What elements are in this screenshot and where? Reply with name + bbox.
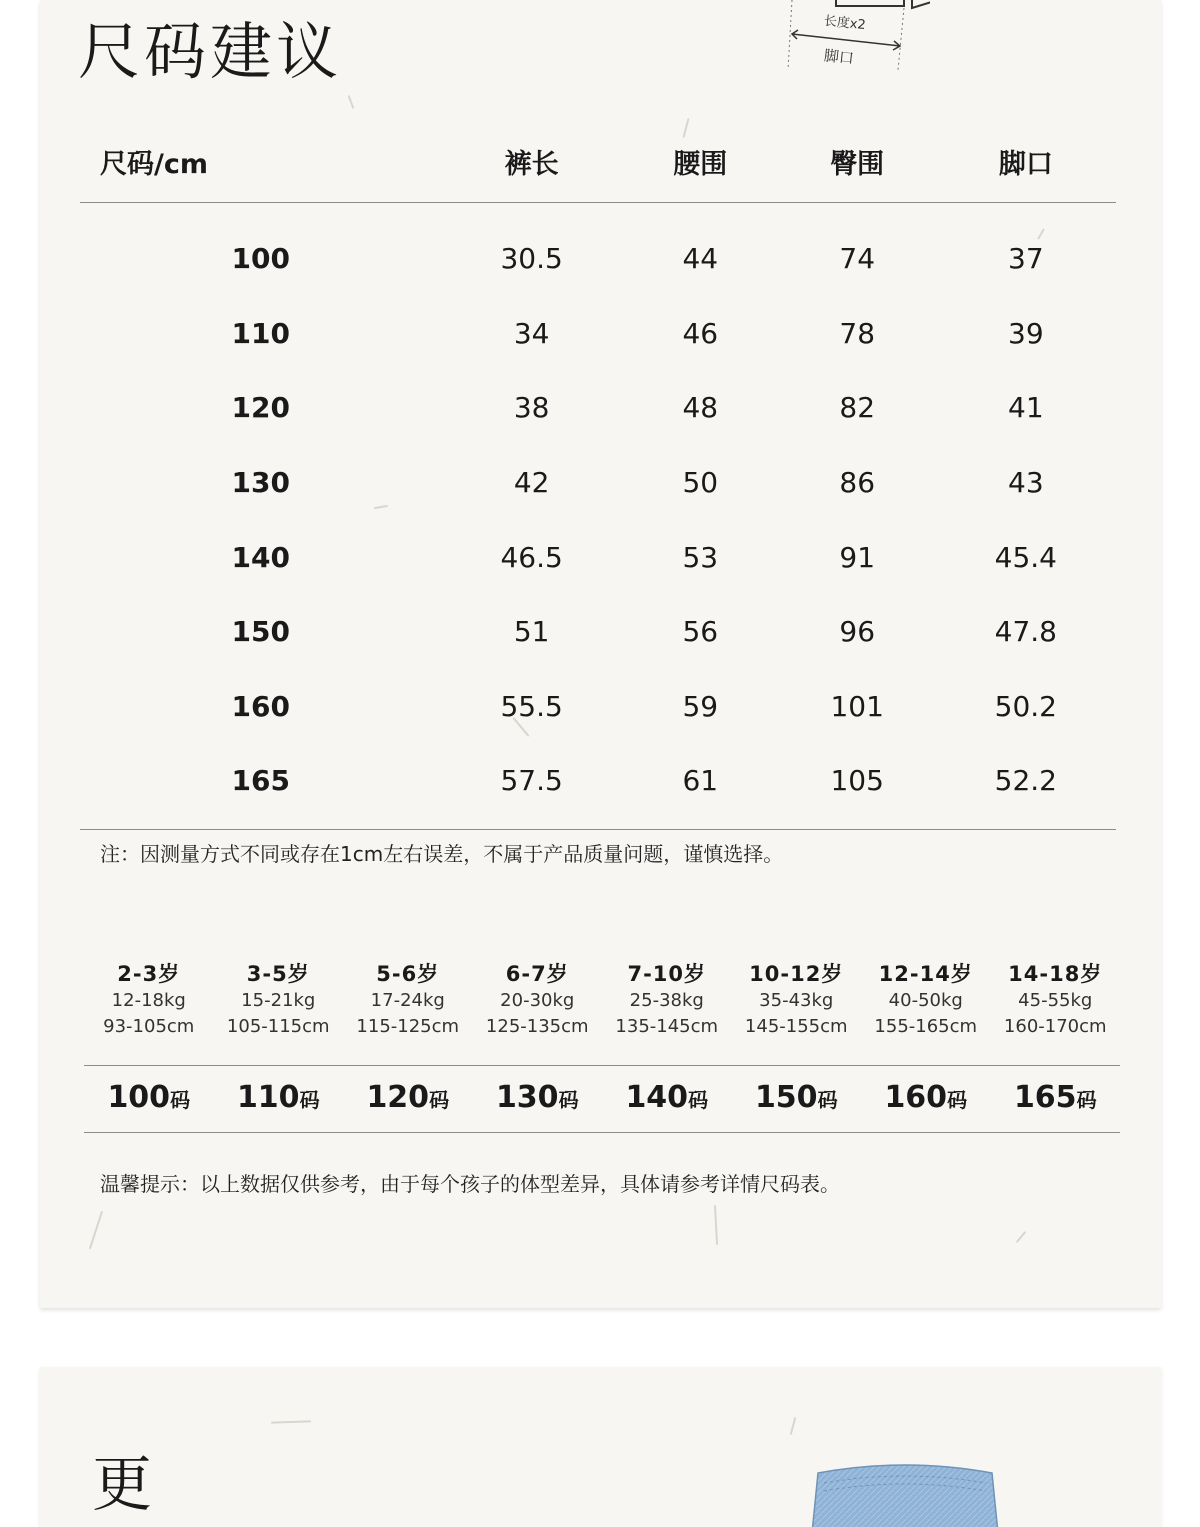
cell-hip: 91 — [839, 540, 876, 574]
jeans-image — [810, 1453, 1000, 1527]
diagram-length-label: 长度x2 — [823, 13, 867, 34]
cell-length: 30.5 — [500, 241, 563, 275]
size-suffix: 码 — [817, 1088, 838, 1112]
recommended-sizes — [84, 1080, 1120, 1115]
table-row — [80, 520, 1116, 595]
size-label — [991, 1080, 1121, 1115]
size-label — [602, 1080, 732, 1115]
paper-fiber — [348, 95, 355, 109]
size-suffix: 码 — [170, 1088, 191, 1112]
cell-size: 100 — [231, 241, 290, 275]
cell-hem: 43 — [1008, 465, 1044, 499]
size-number: 130 — [495, 1080, 559, 1115]
cell-hem: 37 — [1008, 241, 1044, 275]
height-range: 135-145cm — [615, 1016, 719, 1037]
age-range: 10-12岁 — [749, 962, 844, 986]
cell-waist: 46 — [682, 316, 719, 350]
table-header-row — [80, 120, 1116, 203]
next-section-card — [40, 1367, 1161, 1527]
size-suffix: 码 — [1076, 1088, 1097, 1112]
paper-fiber — [714, 1205, 718, 1245]
cell-size: 110 — [231, 316, 290, 350]
paper-fiber — [790, 1417, 797, 1435]
cell-waist: 53 — [682, 540, 719, 574]
size-number: 160 — [884, 1080, 948, 1115]
cell-length: 34 — [513, 316, 550, 350]
weight-range: 12-18kg — [111, 990, 186, 1011]
weight-range: 25-38kg — [629, 990, 704, 1011]
age-guide-item — [84, 958, 214, 1042]
next-section-title: 更 — [92, 1450, 152, 1520]
cell-hip: 86 — [839, 465, 876, 499]
paper-fiber — [1016, 1231, 1027, 1243]
age-range: 3-5岁 — [246, 962, 310, 986]
age-guide-item — [602, 958, 732, 1042]
age-range: 14-18岁 — [1008, 962, 1103, 986]
size-number: 110 — [236, 1080, 300, 1115]
size-suffix: 码 — [688, 1088, 709, 1112]
age-guide-item — [991, 958, 1121, 1042]
height-range: 125-135cm — [485, 1016, 589, 1037]
warm-tip: 温馨提示：以上数据仅供参考，由于每个孩子的体型差异，具体请参考详情尺码表。 — [100, 1172, 840, 1196]
cell-waist: 48 — [682, 391, 719, 425]
size-number: 140 — [625, 1080, 689, 1115]
height-range: 145-155cm — [744, 1016, 848, 1037]
size-label — [861, 1080, 991, 1115]
table-row — [80, 371, 1116, 446]
age-range: 7-10岁 — [627, 962, 707, 986]
divider — [84, 1132, 1120, 1133]
size-guide-card — [40, 0, 1161, 1308]
divider — [84, 1065, 1120, 1066]
size-label — [732, 1080, 862, 1115]
header-length: 裤长 — [442, 120, 622, 203]
table-row — [80, 744, 1116, 830]
cell-hip: 74 — [839, 241, 876, 275]
cell-hip: 105 — [779, 744, 936, 830]
cell-hem: 39 — [1008, 316, 1044, 350]
cell-hem: 50.2 — [994, 689, 1057, 723]
age-range: 5-6岁 — [376, 962, 440, 986]
cell-size: 160 — [231, 689, 290, 723]
cell-waist: 56 — [682, 615, 719, 649]
age-guide-item — [732, 958, 862, 1042]
cell-length: 55.5 — [500, 689, 563, 723]
table-row — [80, 669, 1116, 744]
age-guide-item — [343, 958, 473, 1042]
weight-range: 45-55kg — [1018, 990, 1093, 1011]
cell-size: 120 — [231, 391, 290, 425]
header-hip: 臀围 — [779, 120, 936, 203]
weight-range: 40-50kg — [888, 990, 963, 1011]
size-suffix: 码 — [558, 1088, 579, 1112]
size-suffix: 码 — [299, 1088, 320, 1112]
size-label — [214, 1080, 344, 1115]
cell-hem: 45.4 — [994, 540, 1057, 574]
size-label — [473, 1080, 603, 1115]
paper-fiber — [89, 1211, 103, 1250]
cell-waist: 61 — [622, 744, 779, 830]
age-guide-item — [473, 958, 603, 1042]
age-range: 2-3岁 — [117, 962, 181, 986]
size-number: 100 — [107, 1080, 171, 1115]
page-title: 尺码建议 — [78, 15, 343, 88]
height-range: 93-105cm — [103, 1016, 195, 1037]
header-waist: 腰围 — [622, 120, 779, 203]
cell-hem: 47.8 — [994, 615, 1057, 649]
size-label — [343, 1080, 473, 1115]
weight-range: 20-30kg — [500, 990, 575, 1011]
cell-hip: 82 — [839, 391, 876, 425]
age-guide-item — [861, 958, 991, 1042]
weight-range: 15-21kg — [241, 990, 316, 1011]
hem-measure-icon — [780, 0, 930, 72]
height-range: 155-165cm — [874, 1016, 978, 1037]
size-number: 150 — [754, 1080, 818, 1115]
cell-length: 42 — [513, 465, 550, 499]
cell-hem: 41 — [1008, 391, 1044, 425]
size-table — [80, 120, 1116, 830]
height-range: 115-125cm — [356, 1016, 460, 1037]
cell-waist: 50 — [682, 465, 719, 499]
height-range: 160-170cm — [1003, 1016, 1107, 1037]
table-row — [80, 203, 1116, 297]
weight-range: 17-24kg — [370, 990, 445, 1011]
cell-hip: 96 — [839, 615, 876, 649]
cell-size: 150 — [231, 615, 290, 649]
age-guide — [84, 958, 1120, 1042]
table-row — [80, 296, 1116, 371]
cell-length: 57.5 — [442, 744, 622, 830]
age-guide-item — [214, 958, 344, 1042]
table-row — [80, 594, 1116, 669]
size-label — [84, 1080, 214, 1115]
measurement-note: 注：因测量方式不同或存在1cm左右误差，不属于产品质量问题，谨慎选择。 — [100, 842, 784, 866]
cell-hem: 52.2 — [936, 744, 1116, 830]
cell-waist: 59 — [682, 689, 719, 723]
age-range: 12-14岁 — [878, 962, 973, 986]
cell-length: 51 — [513, 615, 550, 649]
height-range: 105-115cm — [226, 1016, 330, 1037]
weight-range: 35-43kg — [759, 990, 834, 1011]
cell-size: 140 — [231, 540, 290, 574]
cell-hip: 101 — [830, 689, 884, 723]
cell-size: 165 — [80, 744, 442, 830]
header-hem: 脚口 — [936, 120, 1116, 203]
header-size: 尺码/cm — [80, 120, 442, 203]
cell-hip: 78 — [839, 316, 876, 350]
cell-size: 130 — [231, 465, 290, 499]
cell-length: 38 — [513, 391, 550, 425]
size-suffix: 码 — [429, 1088, 450, 1112]
table-row — [80, 445, 1116, 520]
size-suffix: 码 — [947, 1088, 968, 1112]
measurement-diagram — [780, 0, 930, 72]
age-range: 6-7岁 — [505, 962, 569, 986]
size-number: 165 — [1013, 1080, 1077, 1115]
diagram-hem-label: 脚口 — [823, 46, 855, 68]
cell-length: 46.5 — [500, 540, 563, 574]
paper-fiber — [271, 1420, 311, 1423]
cell-waist: 44 — [682, 241, 719, 275]
size-number: 120 — [366, 1080, 430, 1115]
